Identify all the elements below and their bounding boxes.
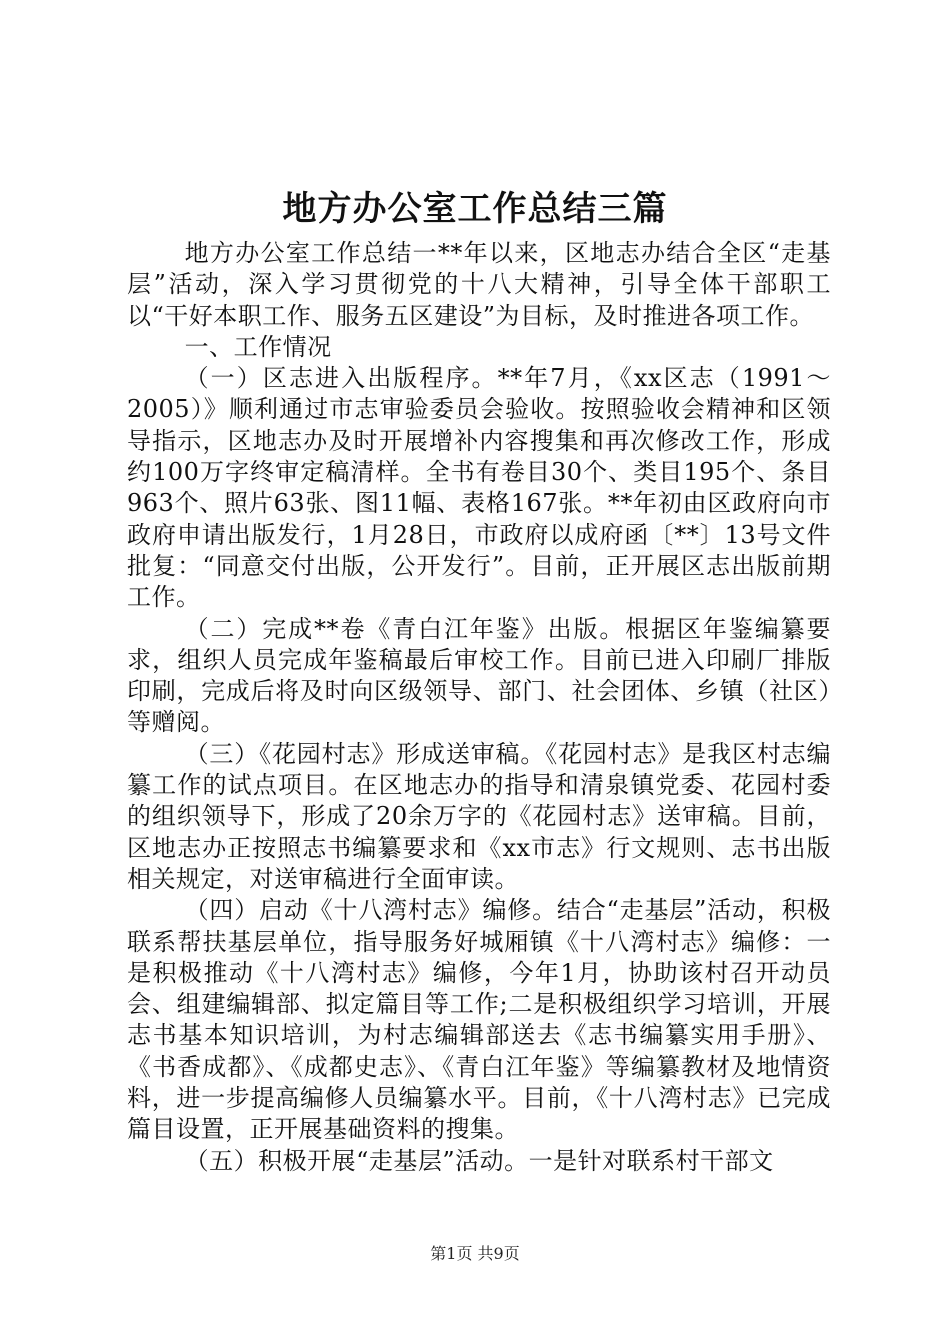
section-heading: 一、工作情况 bbox=[184, 332, 332, 361]
paragraph-item-1: （一）区志进入出版程序。**年7月，《xx区志（1991～2005）》顺利通过市志审验委员会验收。按照验收会精神和区领导指示，区地志办及时开展增补内容搜集和再次修改工作，形成约100万字终审定稿清样。全书有卷目30个、类目195个、条目963个、照片63张、图11幅、表格167张。**年初由区政府向市政府申请出版发行，1月28日，市政府以成府函〔**〕13号文件批复：“同意交付出版，公开发行”。目前，正开展区志出版前期工作。 bbox=[127, 364, 831, 612]
document-title: 地方办公室工作总结三篇 bbox=[282, 189, 668, 229]
paragraph-item-2: （二）完成**卷《青白江年鉴》出版。根据区年鉴编纂要求，组织人员完成年鉴稿最后审校工作。目前已进入印刷厂排版印刷，完成后将及时向区级领导、部门、社会团体、乡镇（社区）等赠阅。 bbox=[127, 614, 831, 737]
paragraph-item-3: （三）《花园村志》形成送审稿。《花园村志》是我区村志编纂工作的试点项目。在区地志办的指导和清泉镇党委、花园村委的组织领导下，形成了20余万字的《花园村志》送审稿。目前，区地志办正按照志书编纂要求和《xx市志》行文规则、志书出版相关规定，对送审稿进行全面审读。 bbox=[127, 739, 831, 893]
page-number-footer: 第1页 共9页 bbox=[430, 1244, 520, 1263]
paragraph-item-5: （五）积极开展“走基层”活动。一是针对联系村干部文 bbox=[184, 1146, 774, 1175]
document-body bbox=[127, 238, 831, 1177]
paragraph-item-4: （四）启动《十八湾村志》编修。结合“走基层”活动，积极联系帮扶基层单位，指导服务好城厢镇《十八湾村志》编修：一是积极推动《十八湾村志》编修，今年1月，协助该村召开动员会、组建编辑部、拟定篇目等工作;二是积极组织学习培训，开展志书基本知识培训，为村志编辑部送去《志书编纂实用手册》、《书香成都》、《成都史志》、《青白江年鉴》等编纂教材及地情资料，进一步提高编修人员编纂水平。目前，《十八湾村志》已完成篇目设置，正开展基础资料的搜集。 bbox=[127, 896, 831, 1144]
paragraph-intro: 地方办公室工作总结一**年以来，区地志办结合全区“走基层”活动，深入学习贯彻党的十八大精神，引导全体干部职工以“干好本职工作、服务五区建设”为目标，及时推进各项工作。 bbox=[127, 239, 831, 330]
